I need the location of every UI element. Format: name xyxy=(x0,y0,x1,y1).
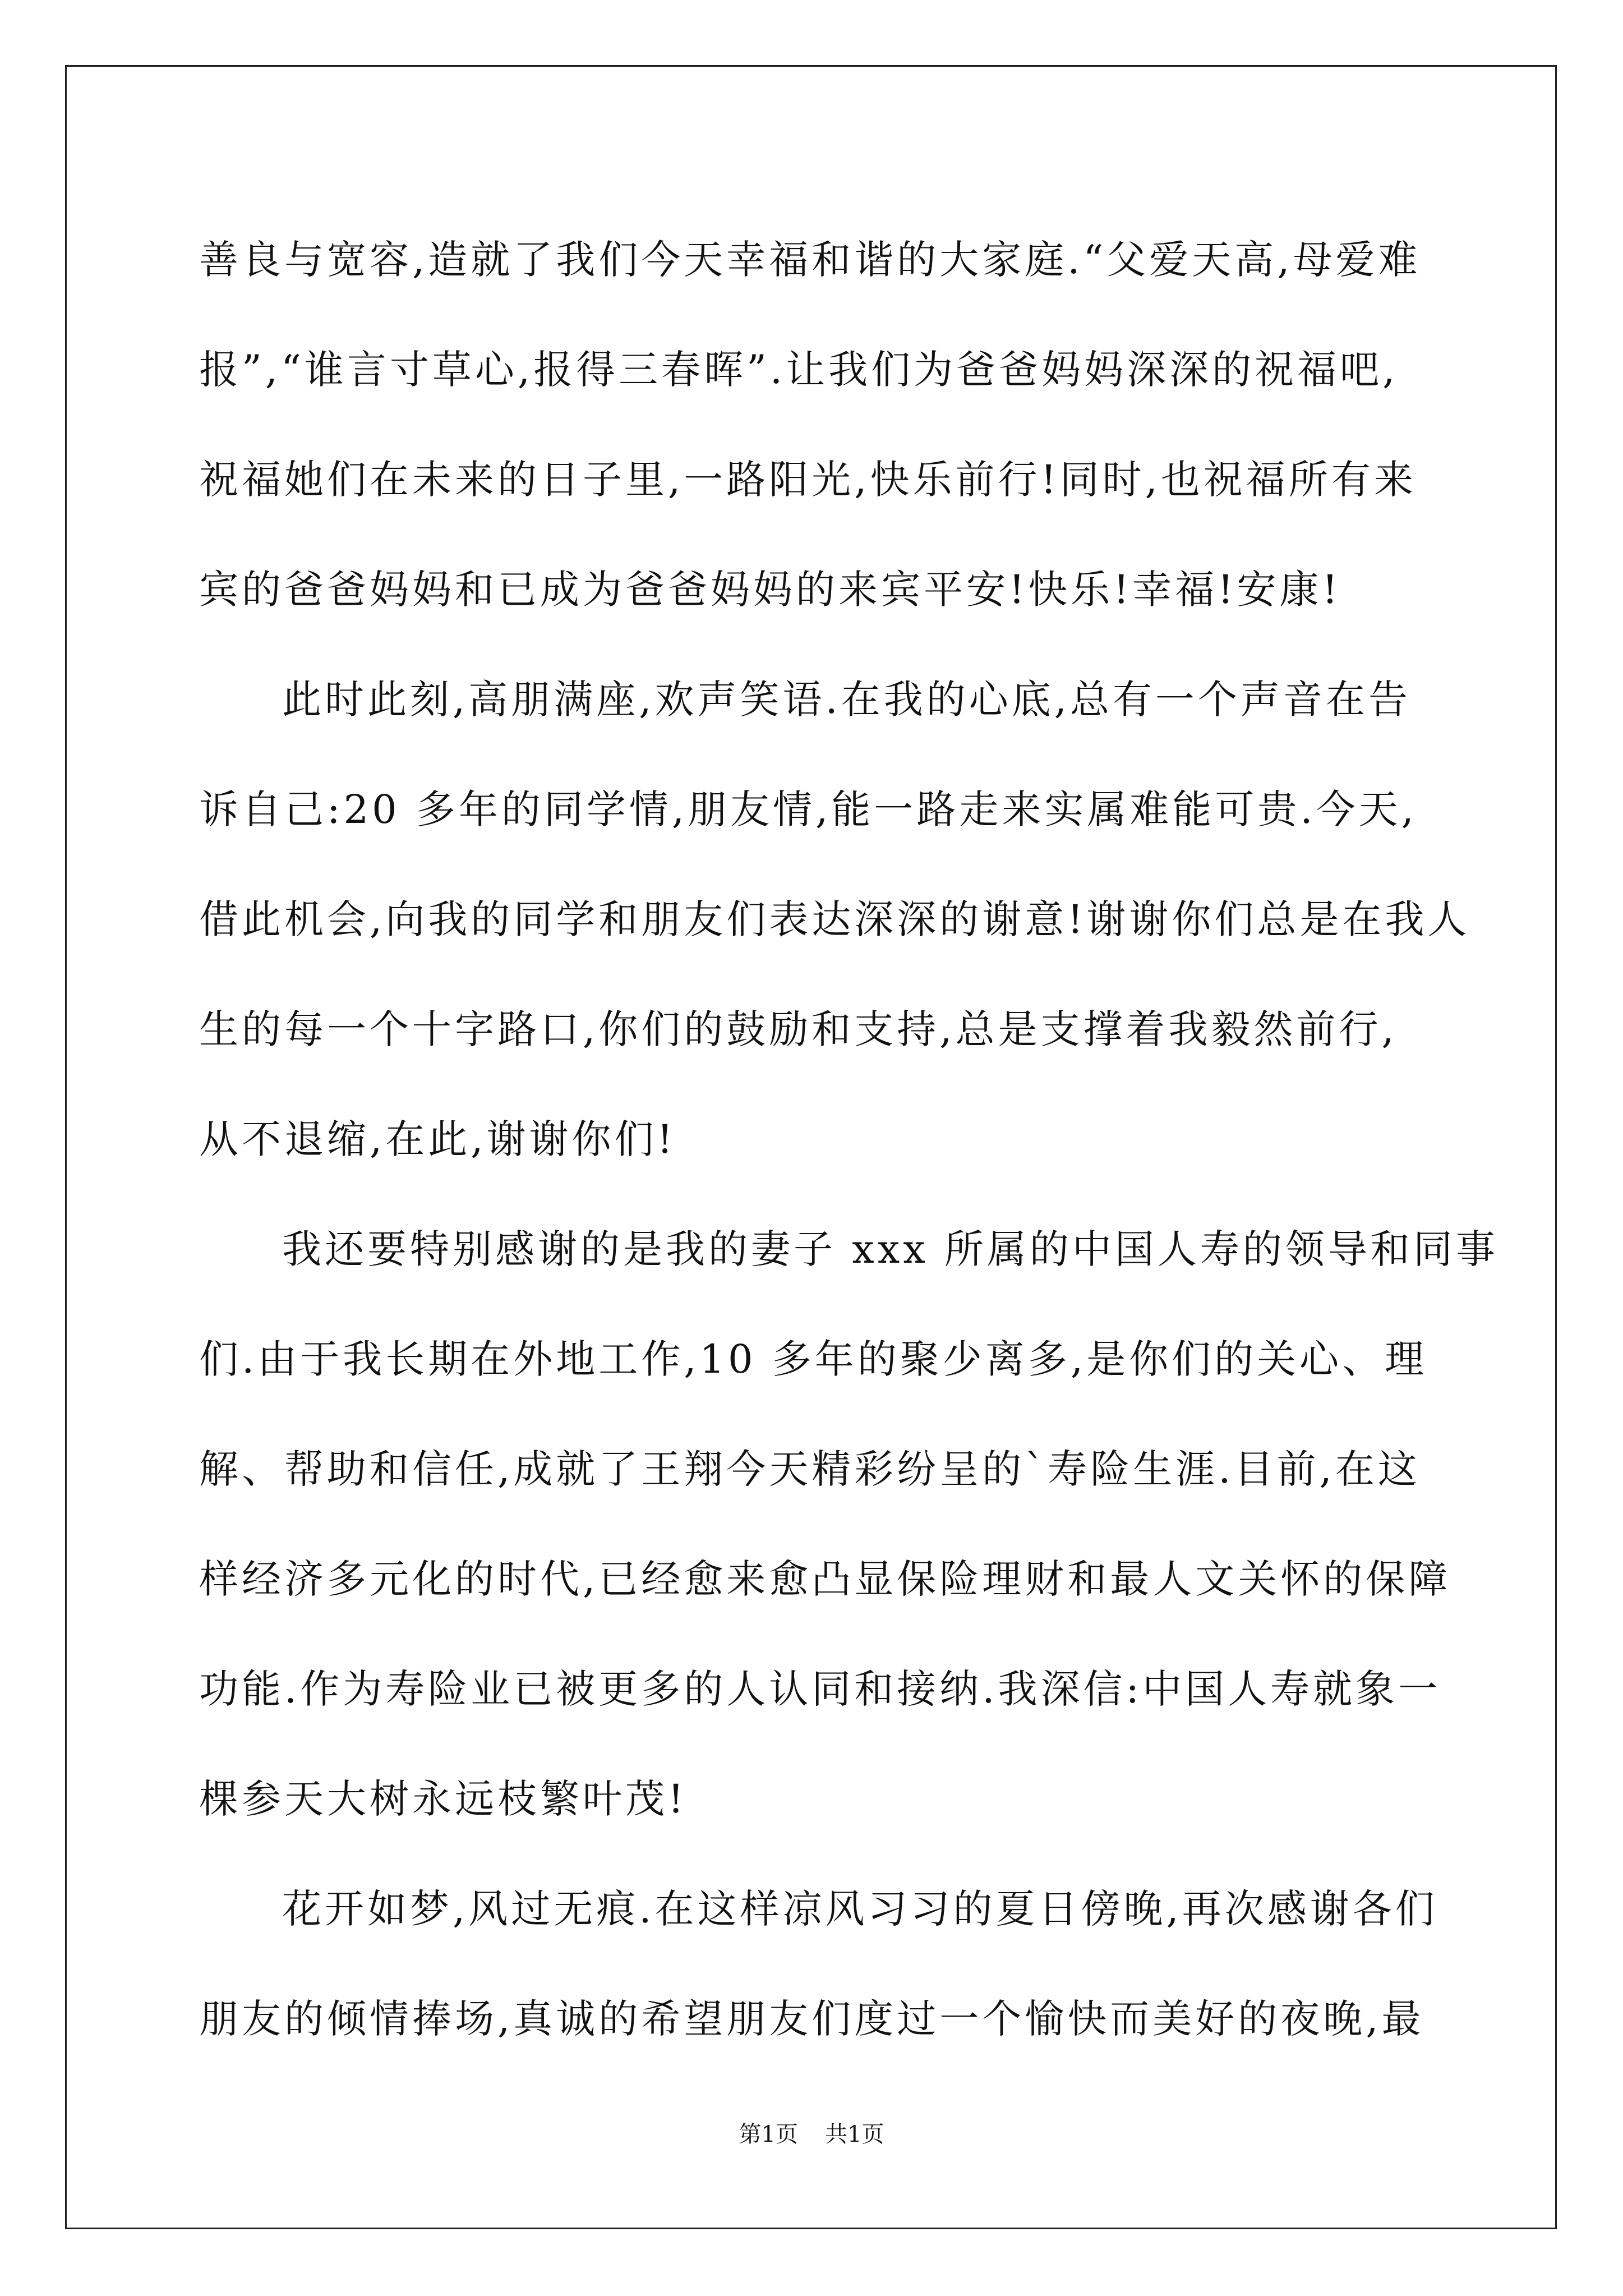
text-line: 解、帮助和信任,成就了王翔今天精彩纷呈的`寿险生涯.目前,在这 xyxy=(199,1446,1421,1492)
text-line: 宾的爸爸妈妈和已成为爸爸妈妈的来宾平安!快乐!幸福!安康! xyxy=(199,567,1341,613)
text-line: 朋友的倾情捧场,真诚的希望朋友们度过一个愉快而美好的夜晚,最 xyxy=(199,1996,1424,2042)
paragraph-first-line: 花开如梦,风过无痕.在这样凉风习习的夏日傍晚,再次感谢各们 xyxy=(282,1886,1438,1932)
document-body xyxy=(199,205,1498,2074)
text-line: 样经济多元化的时代,已经愈来愈凸显保险理财和最人文关怀的保障 xyxy=(199,1556,1451,1602)
text-line: 功能.作为寿险业已被更多的人认同和接纳.我深信:中国人寿就象一 xyxy=(199,1666,1441,1712)
text-line: 棵参天大树永远枝繁叶茂! xyxy=(199,1776,688,1822)
page-number-current: 第1页 xyxy=(739,2122,798,2147)
paragraph-first-line: 此时此刻,高朋满座,欢声笑语.在我的心底,总有一个声音在告 xyxy=(282,677,1412,723)
text-line: 祝福她们在未来的日子里,一路阳光,快乐前行!同时,也祝福所有来 xyxy=(199,457,1417,503)
text-line: 从不退缩,在此,谢谢你们! xyxy=(199,1116,676,1162)
paragraph-first-line: 我还要特别感谢的是我的妻子 xxx 所属的中国人寿的领导和同事 xyxy=(282,1226,1498,1272)
text-line: 善良与宽容,造就了我们今天幸福和谐的大家庭.“父爱天高,母爱难 xyxy=(199,237,1421,283)
page-footer xyxy=(0,2120,1623,2148)
text-line: 们.由于我长期在外地工作,10 多年的聚少离多,是你们的关心、理 xyxy=(199,1336,1428,1382)
text-line: 生的每一个十字路口,你们的鼓励和支持,总是支撑着我毅然前行, xyxy=(199,1006,1398,1052)
text-line: 借此机会,向我的同学和朋友们表达深深的谢意!谢谢你们总是在我人 xyxy=(199,896,1470,942)
text-line: 报”,“谁言寸草心,报得三春晖”.让我们为爸爸妈妈深深的祝福吧, xyxy=(199,347,1399,393)
page-number-total: 共1页 xyxy=(825,2122,884,2147)
text-line: 诉自己:20 多年的同学情,朋友情,能一路走来实属难能可贵.今天, xyxy=(199,786,1417,832)
